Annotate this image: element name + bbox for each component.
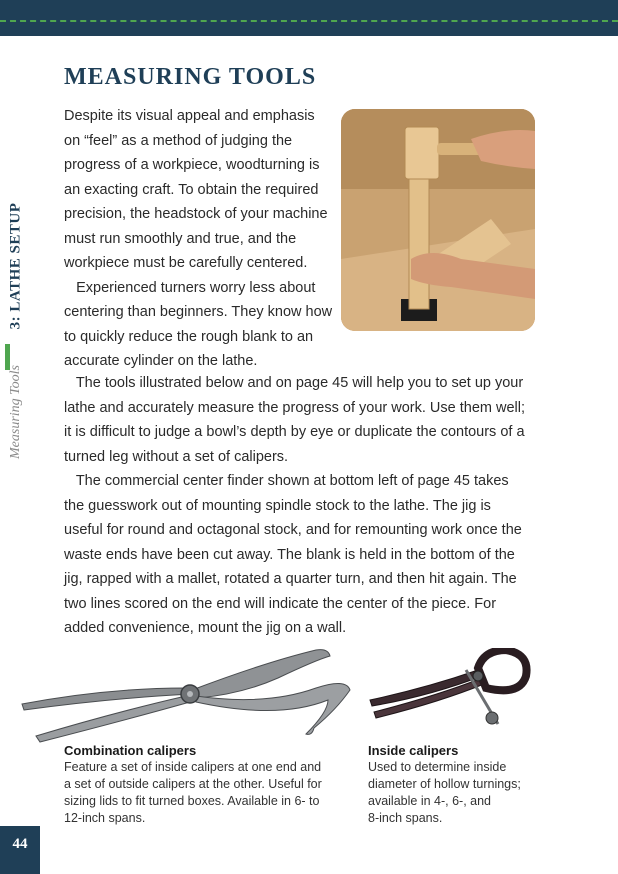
text-line: precision, the headstock of your machine bbox=[64, 206, 328, 222]
text-line: centering than beginners. They know how bbox=[64, 304, 333, 320]
caption-title: Inside calipers bbox=[368, 743, 459, 758]
page-number-text: 44 bbox=[12, 836, 28, 852]
caption-line: 12-inch spans. bbox=[64, 811, 146, 825]
text-line: turned leg without a set of calipers. bbox=[64, 448, 289, 465]
text-line: progress of a workpiece, woodturning is bbox=[64, 157, 320, 173]
caption-line: a set of outside calipers at the other. Useful for bbox=[64, 777, 322, 791]
sidebar-section-text: 3: LATHE SETUP bbox=[7, 202, 24, 330]
text-line: The tools illustrated below and on page 45 will help you to set up your bbox=[64, 375, 524, 391]
caption-line: 8-inch spans. bbox=[368, 811, 443, 825]
main-body-text bbox=[64, 371, 534, 641]
caption-line: Used to determine inside bbox=[368, 760, 507, 774]
text-line: lathe and accurately measure the progress of your work. Use them well; bbox=[64, 399, 525, 416]
combination-calipers-caption bbox=[64, 742, 322, 827]
text-line: an exacting craft. To obtain the required bbox=[64, 181, 319, 198]
text-line: The commercial center finder shown at bottom left of page 45 takes bbox=[64, 473, 509, 489]
text-line: the guesswork out of mounting spindle stock to the lathe. The jig is bbox=[64, 497, 491, 514]
sidebar-section-label bbox=[4, 196, 28, 336]
text-line: waste ends have been cut away. The blank is held in the bottom of the bbox=[64, 546, 515, 563]
text-line: must run smoothly and true, and the bbox=[64, 230, 297, 247]
sidebar-chapter-text: Measuring Tools bbox=[8, 364, 23, 460]
combination-calipers-illustration bbox=[16, 648, 356, 744]
text-line: to quickly reduce the rough blank to an bbox=[64, 328, 314, 345]
inside-calipers-caption bbox=[368, 742, 521, 827]
text-line: Despite its visual appeal and emphasis bbox=[64, 108, 315, 124]
text-line: Experienced turners worry less about bbox=[64, 279, 316, 296]
top-band bbox=[0, 0, 618, 36]
intro-column-text bbox=[64, 104, 332, 374]
page-title: MEASURING TOOLS bbox=[64, 64, 317, 90]
caption-line: diameter of hollow turnings; bbox=[368, 777, 521, 791]
text-line: it is difficult to judge a bowl’s depth by eye or duplicate the contours of a bbox=[64, 424, 525, 440]
caption-title: Combination calipers bbox=[64, 743, 197, 758]
text-line: accurate cylinder on the lathe. bbox=[64, 353, 258, 369]
text-line: jig, rapped with a mallet, rotated a quarter turn, and then hit again. The bbox=[64, 571, 517, 587]
sidebar-chapter-label bbox=[4, 352, 28, 472]
text-line: on “feel” as a method of judging the bbox=[64, 132, 293, 149]
caption-line: sizing lids to fit turned boxes. Available in 6- to bbox=[64, 794, 320, 808]
text-line: workpiece must be carefully centered. bbox=[64, 255, 308, 271]
text-line: useful for round and octagonal stock, and for remounting work once the bbox=[64, 522, 522, 538]
mallet-photo bbox=[341, 109, 535, 331]
text-line: added convenience, mount the jig on a wall. bbox=[64, 620, 347, 636]
caption-line: available in 4-, 6-, and bbox=[368, 794, 491, 808]
top-dashed-rule bbox=[0, 20, 618, 22]
text-line: two lines scored on the end will indicate the center of the piece. For bbox=[64, 595, 497, 612]
caption-line: Feature a set of inside calipers at one end and bbox=[64, 760, 322, 774]
inside-calipers-illustration bbox=[366, 648, 536, 740]
page-number bbox=[0, 826, 40, 874]
